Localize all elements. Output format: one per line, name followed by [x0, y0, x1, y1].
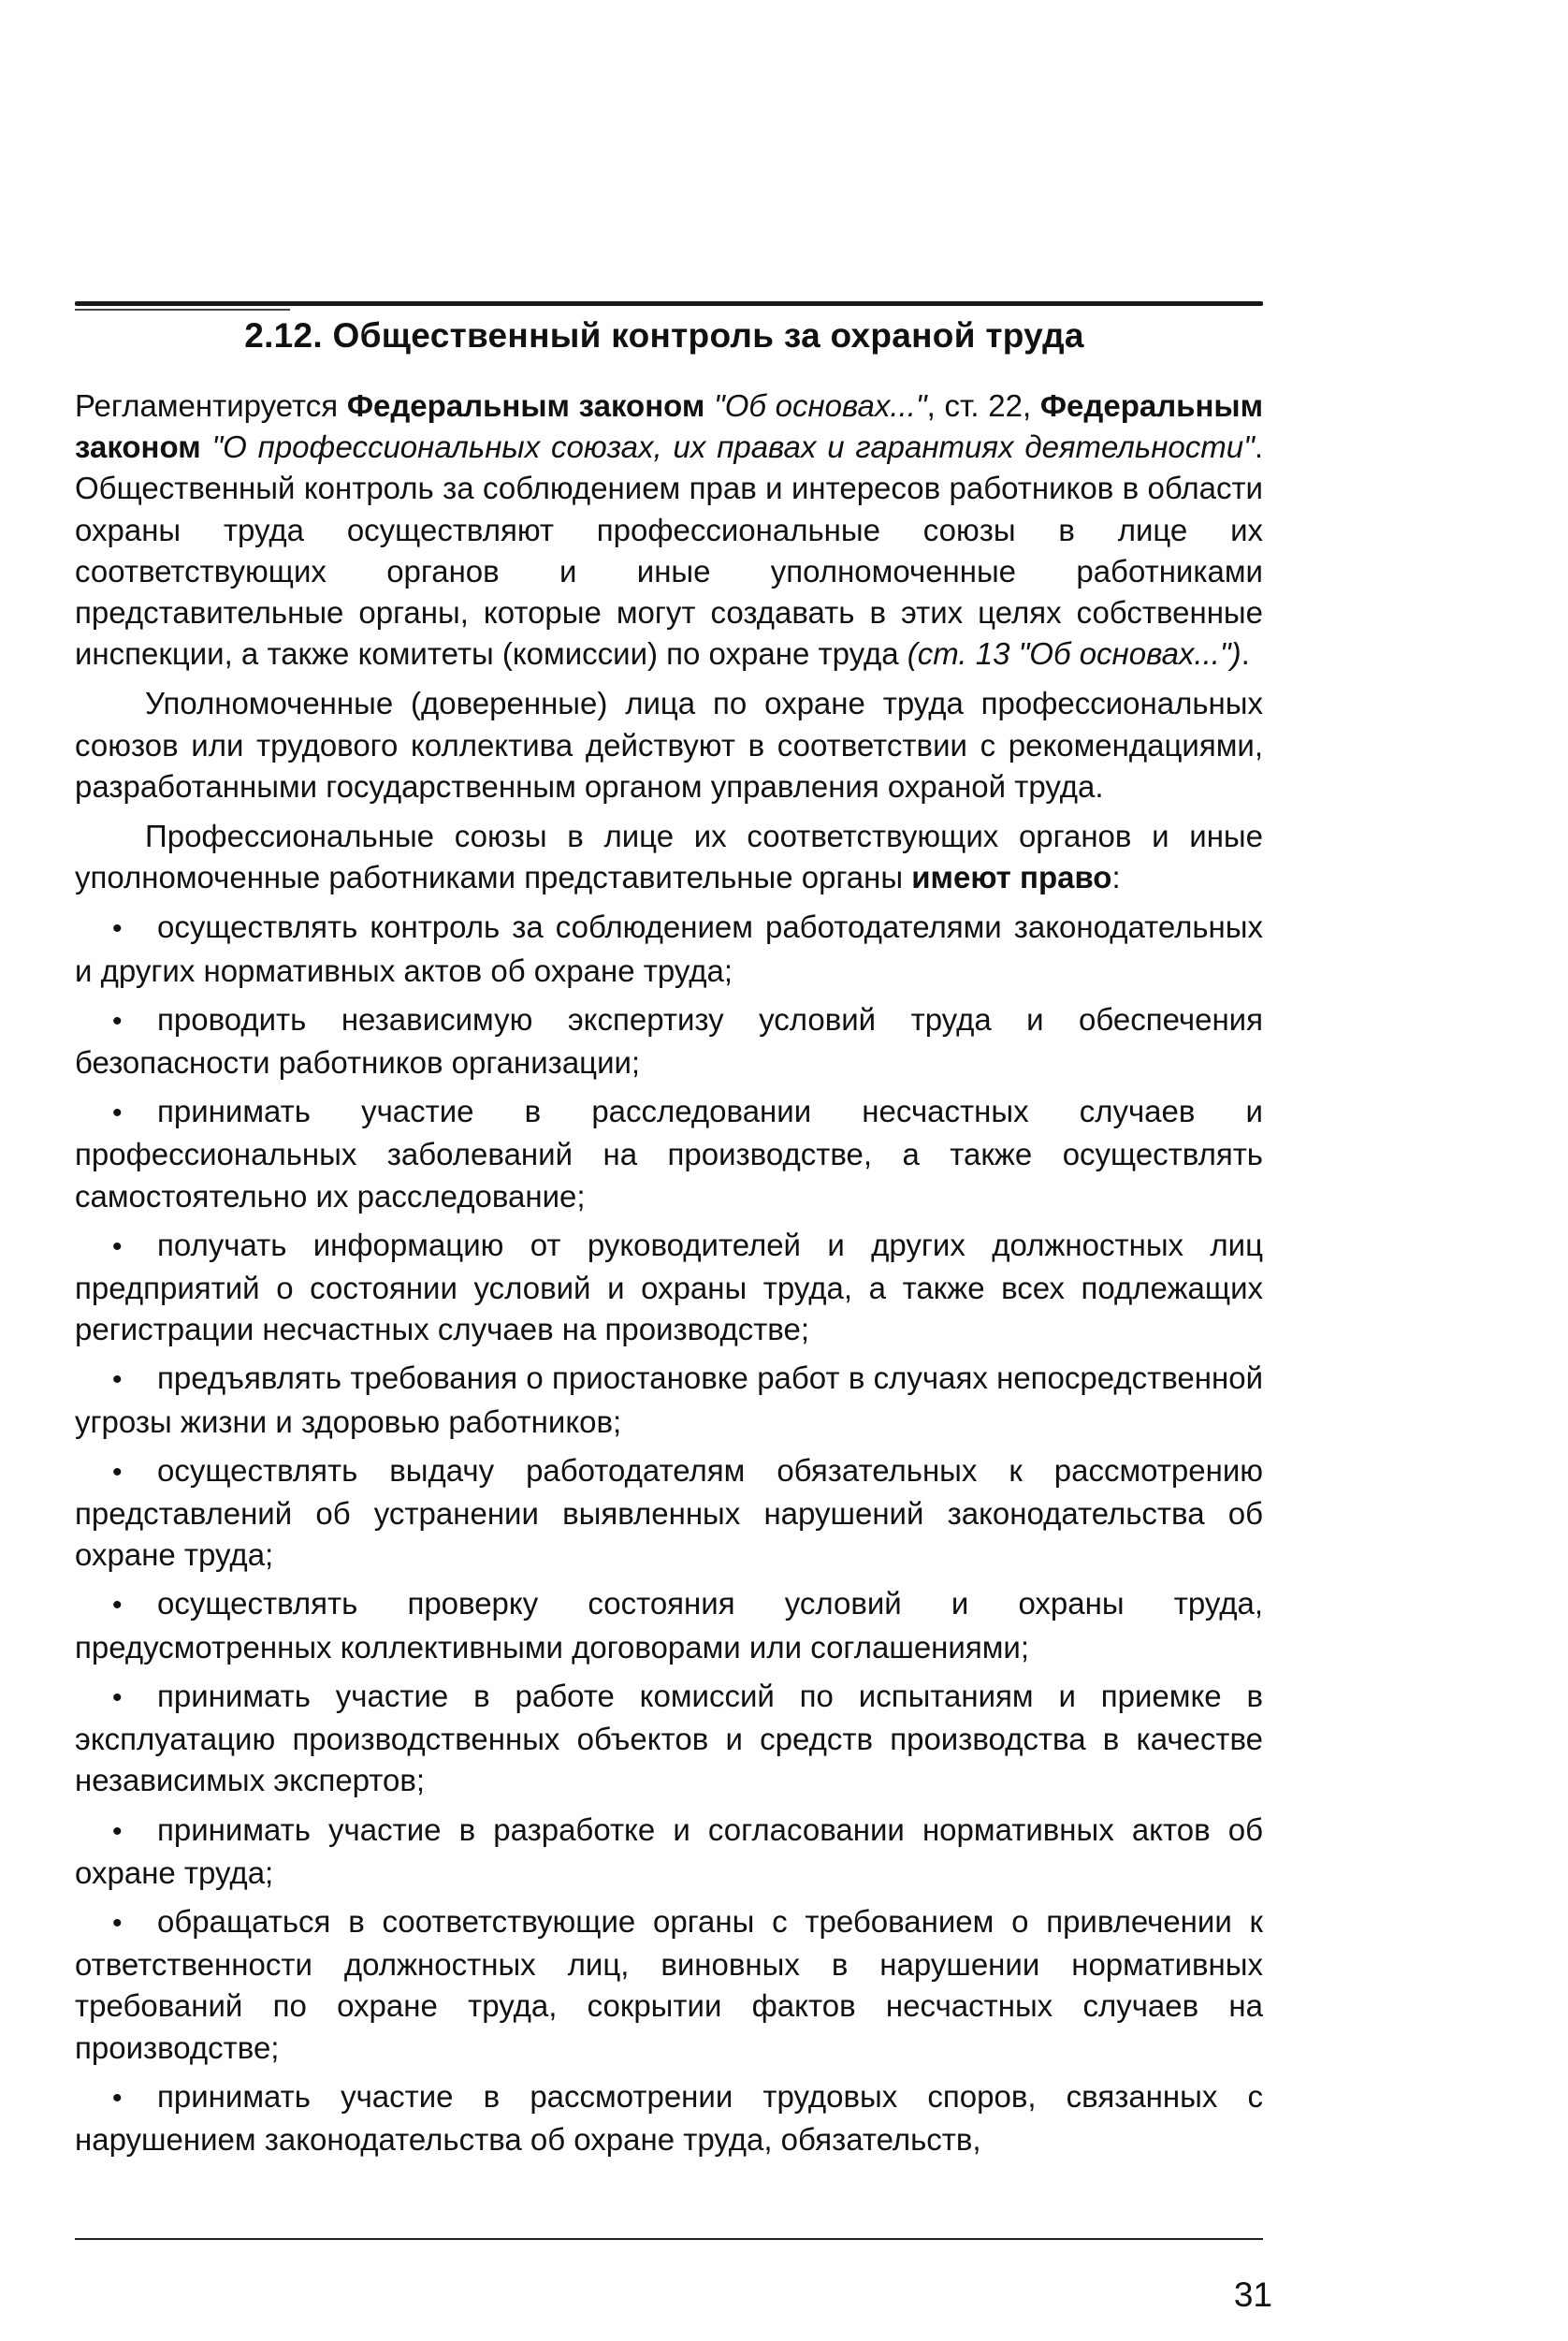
rights-list — [75, 907, 1263, 2160]
bullet-icon: • — [112, 1907, 123, 1939]
list-item: • получать информацию от руководителей и других должностных лиц предприятий о состоянии условий и охраны труда, а также всех подлежащих регистрации несчастных случаев на производстве; — [75, 1227, 1263, 1347]
bullet-icon: • — [112, 2082, 123, 2114]
bullet-icon: • — [112, 1005, 123, 1037]
header-rule-accent — [75, 309, 290, 311]
section-title: 2.12. Общественный контроль за охраной труда — [244, 316, 1084, 355]
list-item: • обращаться в соответствующие органы с требованием о привлечении к ответственности должностных лиц, виновных в нарушении нормативных требований по охране труда, сокрытии фактов несчастных случаев на производстве; — [75, 1903, 1263, 2065]
list-item: • осуществлять выдачу работодателям обязательных к рассмотрению представлений об устранении выявленных нарушений законодательства об охране труда; — [75, 1452, 1263, 1573]
list-item: • принимать участие в разработке и согласовании нормативных актов об охране труда; — [75, 1811, 1263, 1890]
footer-rule — [75, 2238, 1263, 2240]
page-number: 31 — [1233, 2276, 1272, 2314]
bullet-icon: • — [112, 1590, 123, 1621]
delegates-paragraph: Уполномоченные (доверенные) лица по охране труда профессиональных союзов или трудового коллектива действуют в соответствии с рекомендациями, разработанными государственным органом управления охраной труда. — [75, 686, 1263, 804]
bullet-icon: • — [112, 1815, 123, 1847]
bullet-icon: • — [112, 1098, 123, 1129]
intro-paragraph: Регламентируется Федеральным законом "Об основах...", ст. 22, Федеральным законом "О профессиональных союзах, их правах и гарантиях деятельности". Общественный контроль за соблюдением прав и интересов работников в области охраны труда осуществляют профессиональные союзы в лице их соответствующих органов и иные уполномоченные работниками представительные органы, которые могут создавать в этих целях собственные инспекции, а также комитеты (комиссии) по охране труда (ст. 13 "Об основах..."). — [75, 388, 1263, 672]
list-item: • предъявлять требования о приостановке работ в случаях непосредственной угрозы жизни и здоровью работников; — [75, 1360, 1263, 1439]
bullet-icon: • — [112, 1364, 123, 1396]
list-item: • принимать участие в рассмотрении трудовых споров, связанных с нарушением законодательства об охране труда, обязательств, — [75, 2078, 1263, 2157]
bullet-icon: • — [112, 1456, 123, 1488]
list-item: • проводить независимую экспертизу условий труда и обеспечения безопасности работников организации; — [75, 1001, 1263, 1081]
list-item: • осуществлять контроль за соблюдением работодателями законодательных и других нормативных актов об охране труда; — [75, 909, 1263, 988]
list-item: • принимать участие в работе комиссий по испытаниям и приемке в эксплуатацию производственных объектов и средств производства в качестве независимых экспертов; — [75, 1678, 1263, 1798]
bullet-icon: • — [112, 1230, 123, 1262]
header-rule — [75, 301, 1263, 306]
section-body — [75, 385, 1263, 2168]
rights-intro-paragraph: Профессиональные союзы в лице их соответствующих органов и иные уполномоченные работниками представительные органы имеют право: — [75, 819, 1263, 895]
bullet-icon: • — [112, 1681, 123, 1713]
bullet-icon: • — [112, 913, 123, 945]
list-item: • принимать участие в расследовании несчастных случаев и профессиональных заболеваний на производстве, а также осуществлять самостоятельно их расследование; — [75, 1094, 1263, 1214]
list-item: • осуществлять проверку состояния условий и охраны труда, предусмотренных коллективными договорами или соглашениями; — [75, 1586, 1263, 1665]
